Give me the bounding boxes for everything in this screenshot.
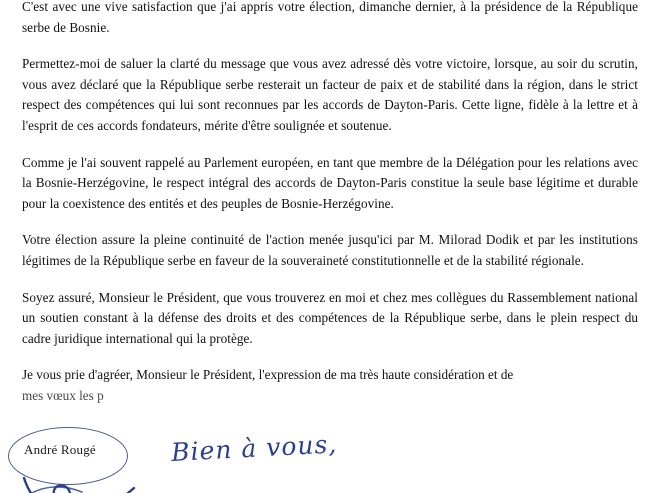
signature-zone — [0, 420, 658, 493]
closing-block — [22, 365, 638, 406]
closing-line-1: Je vous prie d'agréer, Monsieur le Président, l'expression de ma très haute considération et de — [22, 367, 514, 383]
paragraph-3: Comme je l'ai souvent rappelé au Parlement européen, en tant que membre de la Délégation pour les relations avec la Bosnie-Herzégovine, le respect intégral des accords de Dayton-Paris constitue la seule base légitime et durable pour la coexistence des entités et des peuples de Bosnie-Herzégovine. — [22, 154, 638, 211]
handwritten-signature-icon — [22, 472, 142, 493]
closing-line-2: mes vœux les p — [22, 387, 104, 403]
paragraph-4: Votre élection assure la pleine continuité de l'action menée jusqu'ici par M. Milorad Dodik et par les institutions légitimes de la République serbe en faveur de la souveraineté constitutionnelle et de la stabilité régionale. — [22, 232, 638, 268]
signatory-name: André Rougé — [24, 442, 96, 457]
handwritten-note — [170, 429, 432, 490]
letter-body — [22, 0, 638, 407]
paragraph-5: Soyez assuré, Monsieur le Président, que vous trouverez en moi et chez mes collègues du Rassemblement national un soutien constant à la défense des droits et des compétences de la République serbe, dans le plein respect du cadre juridique international qui la protège. — [22, 289, 638, 346]
paragraph-2: Permettez-moi de saluer la clarté du message que vous avez adressé dès votre victoire, lorsque, au soir du scrutin, vous avez déclaré que la République serbe resterait un facteur de paix et de stabilité dans la région, dans le strict respect des compétences qui lui sont reconnues par les accords de Dayton-Paris. Cette ligne, fidèle à la lettre et à l'esprit de ces accords fondateurs, mérite d'être soulignée et soutenue. — [22, 56, 638, 133]
paragraph-1: C'est avec une vive satisfaction que j'ai appris votre élection, dimanche dernier, à la présidence de la République serbe de Bosnie. — [22, 0, 638, 35]
handwritten-note-text: Bien à vous, — [170, 429, 338, 467]
